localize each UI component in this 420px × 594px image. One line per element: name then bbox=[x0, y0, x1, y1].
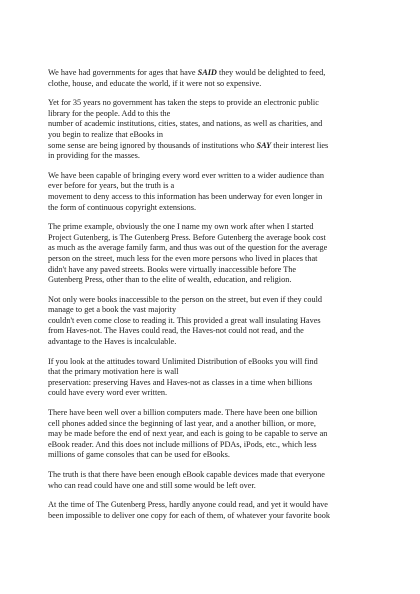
line-text: If you look at the attitudes toward Unlimited Distribution of eBooks you will find bbox=[48, 356, 318, 366]
paragraph bbox=[48, 295, 384, 348]
text-line bbox=[48, 388, 384, 399]
line-text: At the time of The Gutenberg Press, hardly anyone could read, and yet it would have bbox=[48, 500, 328, 510]
line-text: person on the street, much less for the even more persons who lived in places that bbox=[48, 253, 318, 263]
text-line bbox=[48, 192, 384, 203]
line-text: Project Gutenberg, is The Gutenberg Press. Before Gutenberg the average book cost bbox=[48, 232, 326, 242]
text-line bbox=[48, 419, 384, 430]
text-line bbox=[48, 481, 384, 492]
line-text: movement to deny access to this information has been underway for even longer in bbox=[48, 191, 323, 201]
text-line bbox=[48, 429, 384, 440]
text-line bbox=[48, 233, 384, 244]
line-text: Yet for 35 years no government has taken the steps to provide an electronic public bbox=[48, 98, 319, 108]
text-line bbox=[48, 450, 384, 461]
line-text: The prime example, obviously the one I name my own work after when I started bbox=[48, 222, 314, 232]
text-line bbox=[48, 295, 384, 306]
line-text: from Haves-not. The Haves could read, the Haves-not could not read, and the bbox=[48, 326, 304, 336]
document-body bbox=[48, 68, 384, 530]
line-text: Gutenberg Press, other than to the elite of wealth, education, and religion. bbox=[48, 275, 292, 285]
paragraph bbox=[48, 68, 384, 89]
line-text: who can read could have one and still some would be left over. bbox=[48, 480, 256, 490]
text-line bbox=[48, 98, 384, 109]
text-line bbox=[48, 470, 384, 481]
text-line bbox=[48, 337, 384, 348]
line-text: We have been capable of bringing every word ever written to a wider audience than bbox=[48, 170, 325, 180]
paragraph bbox=[48, 98, 384, 162]
line-text: that the primary motivation here is wall bbox=[48, 367, 179, 377]
line-text: didn't have any paved streets. Books were virtually inaccessible before The bbox=[48, 264, 297, 274]
paragraph bbox=[48, 470, 384, 491]
text-line bbox=[48, 500, 384, 511]
text-line bbox=[48, 141, 384, 152]
line-text: the form of continuous copyright extensions. bbox=[48, 202, 197, 212]
line-text-continued: their interest lies bbox=[271, 140, 329, 150]
line-text: number of academic institutions, cities, states, and nations, as well as charities, and bbox=[48, 119, 323, 129]
paragraph bbox=[48, 500, 384, 521]
emphasized-word: SAY bbox=[256, 140, 272, 150]
text-line bbox=[48, 79, 384, 90]
text-line bbox=[48, 367, 384, 378]
text-line bbox=[48, 378, 384, 389]
text-line bbox=[48, 305, 384, 316]
line-text: preservation: preserving Haves and Haves-not as classes in a time when billions bbox=[48, 377, 313, 387]
line-text-continued: they would be delighted to feed, bbox=[216, 68, 326, 77]
text-line bbox=[48, 440, 384, 451]
emphasized-word: SAID bbox=[197, 68, 217, 77]
line-text: We have had governments for ages that have bbox=[48, 68, 198, 77]
paragraph bbox=[48, 408, 384, 461]
paragraph bbox=[48, 357, 384, 399]
line-text: could have every word ever written. bbox=[48, 388, 168, 398]
line-text: eBook reader. And this does not include millions of PDAs, iPods, etc., which less bbox=[48, 439, 317, 449]
line-text: millions of game consoles that can be used for eBooks. bbox=[48, 450, 230, 460]
line-text: library for the people. Add to this the bbox=[48, 108, 171, 118]
text-line bbox=[48, 357, 384, 368]
text-line bbox=[48, 408, 384, 419]
line-text: cell phones added since the beginning of last year, and a another billion, or more, bbox=[48, 418, 316, 428]
line-text: you begin to realize that eBooks in bbox=[48, 129, 164, 139]
line-text: clothe, house, and educate the world, if it were not so expensive. bbox=[48, 78, 262, 88]
text-line bbox=[48, 275, 384, 286]
text-line bbox=[48, 171, 384, 182]
text-line bbox=[48, 222, 384, 233]
line-text: some sense are being ignored by thousands of institutions who bbox=[48, 140, 257, 150]
line-text: manage to get a book the vast majority bbox=[48, 305, 177, 315]
text-line bbox=[48, 119, 384, 130]
line-text: may be made before the end of next year, and each is going to be capable to serve an bbox=[48, 429, 328, 439]
paragraph bbox=[48, 222, 384, 286]
line-text: The truth is that there have been enough eBook capable devices made that everyone bbox=[48, 470, 325, 479]
text-line bbox=[48, 68, 384, 79]
text-line bbox=[48, 254, 384, 265]
text-line bbox=[48, 109, 384, 120]
text-line bbox=[48, 511, 384, 522]
text-line bbox=[48, 151, 384, 162]
line-text: advantage to the Haves is incalculable. bbox=[48, 337, 177, 347]
text-line bbox=[48, 326, 384, 337]
line-text: ever before for years, but the truth is a bbox=[48, 181, 175, 191]
line-text: as much as the average family farm, and thus was out of the question for the average bbox=[48, 243, 328, 253]
text-line bbox=[48, 203, 384, 214]
line-text: There have been well over a billion computers made. There have been one billion bbox=[48, 408, 318, 418]
line-text: couldn't even come close to reading it. This provided a great wall insulating Haves bbox=[48, 315, 321, 325]
text-line bbox=[48, 316, 384, 327]
text-line bbox=[48, 265, 384, 276]
line-text: been impossible to deliver one copy for each of them, of whatever your favorite book bbox=[48, 510, 331, 520]
paragraph bbox=[48, 171, 384, 213]
text-line bbox=[48, 243, 384, 254]
text-line bbox=[48, 130, 384, 141]
line-text: Not only were books inaccessible to the person on the street, but even if they could bbox=[48, 294, 323, 304]
text-line bbox=[48, 181, 384, 192]
line-text: in providing for the masses. bbox=[48, 151, 140, 161]
